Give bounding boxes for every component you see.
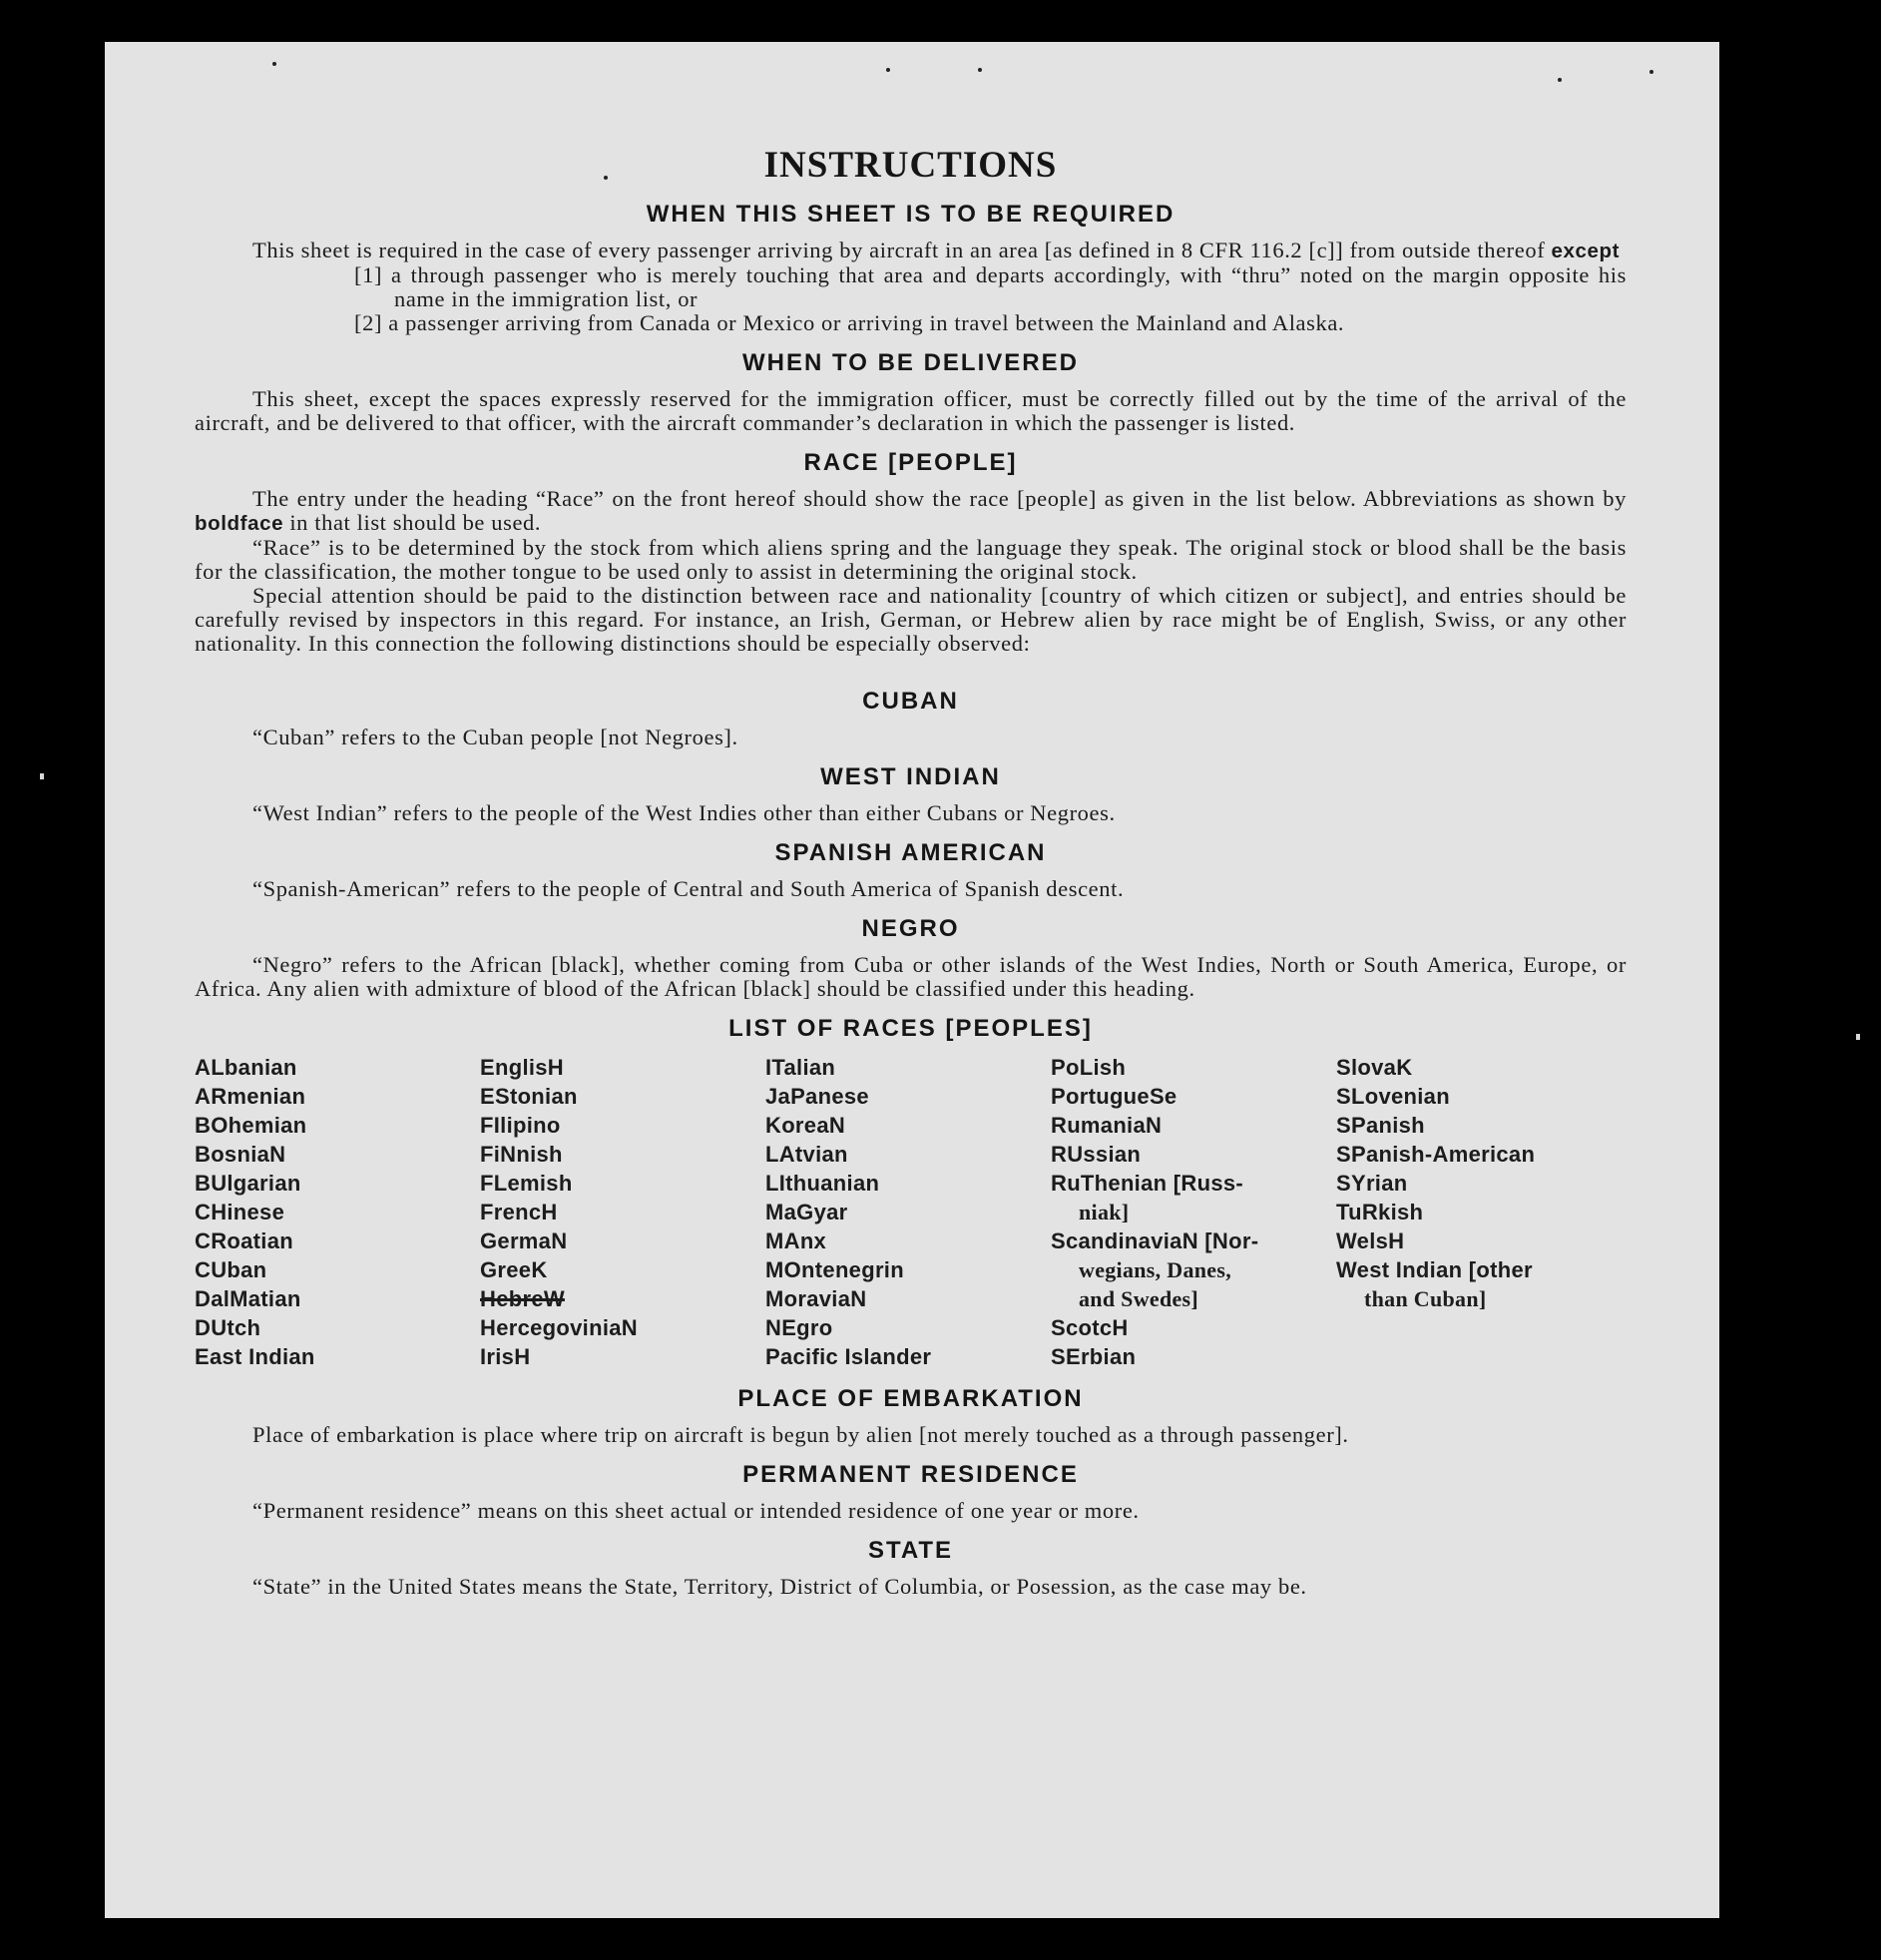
scan-speck [978, 68, 982, 72]
scan-speck [1558, 78, 1562, 82]
race-entry: FLemish [480, 1171, 573, 1196]
race-entry: HercegoviniaN [480, 1315, 638, 1340]
race-paragraph-2: “Race” is to be determined by the stock from which aliens spring and the language they speak. The original stock or blood shall be the basis for the classification, the mother tongue to be used only to assist in determining the original stock. [195, 535, 1627, 584]
race-p1-boldface: boldface [195, 512, 284, 535]
race-entry: DUtch [195, 1315, 261, 1340]
race-entry: RuThenian [Russ- [1051, 1171, 1244, 1196]
race-entry: CUban [195, 1257, 267, 1282]
race-entry: SErbian [1051, 1344, 1137, 1369]
race-entry: ScandinaviaN [Nor- [1051, 1228, 1259, 1253]
race-entry: SLovenian [1336, 1084, 1450, 1109]
race-entry: East Indian [195, 1344, 315, 1369]
race-entry: CRoatian [195, 1228, 293, 1253]
instructions-content [195, 144, 1627, 1599]
section-heading-list-of-races: LIST OF RACES [PEOPLES] [728, 1015, 1093, 1042]
document-sheet [105, 42, 1719, 1918]
section-heading-state: STATE [867, 1537, 954, 1564]
race-entry: PoLish [1051, 1055, 1127, 1080]
race-entry: ARmenian [195, 1084, 306, 1109]
races-list [195, 1053, 1627, 1371]
race-entry: LIthuanian [765, 1171, 880, 1196]
race-entry: TuRkish [1336, 1200, 1424, 1225]
race-entry: BOhemian [195, 1113, 307, 1138]
race-entry: SPanish-American [1336, 1142, 1536, 1167]
state-text: “State” in the United States means the State, Territory, District of Columbia, or Posession, as the case may be. [252, 1574, 1307, 1599]
west-indian-text: “West Indian” refers to the people of the West Indies other than either Cubans or Negroes. [252, 800, 1116, 825]
race-entry: GermaN [480, 1228, 568, 1253]
races-column-1 [195, 1053, 480, 1371]
section-heading-race: RACE [PEOPLE] [803, 449, 1018, 476]
race-entry-continuation: wegians, Danes, [1079, 1257, 1232, 1282]
required-clause-2: [2] a passenger arriving from Canada or Mexico or arriving in travel between the Mainland and Alaska. [354, 310, 1345, 335]
race-entry: ScotcH [1051, 1315, 1129, 1340]
race-entry: KoreaN [765, 1113, 846, 1138]
race-entry: CHinese [195, 1200, 285, 1225]
section-heading-required: WHEN THIS SHEET IS TO BE REQUIRED [646, 201, 1176, 228]
race-entry: JaPanese [765, 1084, 869, 1109]
cuban-text: “Cuban” refers to the Cuban people [not Negroes]. [252, 725, 738, 749]
race-entry: NEgro [765, 1315, 833, 1340]
spacer [195, 656, 1627, 674]
race-entry: IrisH [480, 1344, 531, 1369]
races-column-5 [1336, 1053, 1627, 1371]
scan-artifact [1856, 1034, 1860, 1040]
race-paragraph-3: Special attention should be paid to the distinction between race and nationality [country of which citizen or subject], and entries should be carefully revised by inspectors in this regard. For instance, an Irish, German, or Hebrew alien by race might be of English, Swiss, or any other nationality. In this connection the following distinctions should be especially observed: [195, 583, 1627, 656]
section-heading-spanish-american: SPANISH AMERICAN [774, 839, 1047, 866]
section-heading-negro: NEGRO [861, 915, 960, 942]
race-entry: RUssian [1051, 1142, 1142, 1167]
race-entry: BosniaN [195, 1142, 286, 1167]
race-entry: SPanish [1336, 1113, 1425, 1138]
scan-artifact [40, 773, 44, 779]
required-intro-text: This sheet is required in the case of every passenger arriving by aircraft in an area [as defined in 8 CFR 116.2 [c]] from outside thereof [252, 238, 1546, 262]
race-entry: LAtvian [765, 1142, 848, 1167]
required-clause-1: [1] a through passenger who is merely touching that area and departs accordingly, with “thru” noted on the margin opposite his name in the immigration list, or [354, 262, 1627, 311]
scan-speck [1649, 70, 1653, 74]
race-entry: MAnx [765, 1228, 827, 1253]
race-entry: FiNnish [480, 1142, 563, 1167]
race-p1-after: in that list should be used. [289, 510, 542, 535]
race-entry: Pacific Islander [765, 1344, 932, 1369]
race-entry: PortugueSe [1051, 1084, 1177, 1109]
spanish-american-text: “Spanish-American” refers to the people of Central and South America of Spanish descent. [252, 876, 1125, 901]
race-entry: FIlipino [480, 1113, 561, 1138]
races-column-4 [1051, 1053, 1336, 1371]
race-entry-continuation: and Swedes] [1079, 1286, 1199, 1311]
required-intro [195, 239, 1627, 263]
race-entry-continuation: than Cuban] [1364, 1286, 1487, 1311]
races-column-3 [765, 1053, 1051, 1371]
delivered-text: This sheet, except the spaces expressly reserved for the immigration officer, must be correctly filled out by the time of the arrival of the aircraft, and be delivered to that officer, with the aircraft commander’s declaration in which the passenger is listed. [195, 386, 1627, 435]
race-entry-struck: HebreW [480, 1286, 565, 1311]
race-entry: DalMatian [195, 1286, 301, 1311]
race-entry: SYrian [1336, 1171, 1408, 1196]
race-entry: ITalian [765, 1055, 836, 1080]
residence-text: “Permanent residence” means on this sheet actual or intended residence of one year or more. [252, 1498, 1140, 1523]
scan-speck [886, 68, 890, 72]
section-heading-west-indian: WEST INDIAN [820, 763, 1001, 790]
races-column-2 [480, 1053, 765, 1371]
race-entry: WelsH [1336, 1228, 1405, 1253]
section-heading-residence: PERMANENT RESIDENCE [742, 1461, 1079, 1488]
race-entry: GreeK [480, 1257, 548, 1282]
section-heading-delivered: WHEN TO BE DELIVERED [742, 349, 1079, 376]
negro-text: “Negro” refers to the African [black], whether coming from Cuba or other islands of the West Indies, North or South America, Europe, or Africa. Any alien with admixture of blood of the African [black] should be classified under this heading. [195, 952, 1627, 1001]
race-entry: EStonian [480, 1084, 578, 1109]
race-entry: FrencH [480, 1200, 558, 1225]
race-entry: ALbanian [195, 1055, 297, 1080]
race-entry: RumaniaN [1051, 1113, 1163, 1138]
race-entry: MOntenegrin [765, 1257, 904, 1282]
page-title: INSTRUCTIONS [763, 145, 1058, 186]
required-except: except [1551, 240, 1621, 262]
embarkation-text: Place of embarkation is place where trip on aircraft is begun by alien [not merely touched as a through passenger]. [252, 1422, 1349, 1447]
race-entry: MoraviaN [765, 1286, 867, 1311]
race-entry-continuation: niak] [1079, 1200, 1130, 1225]
section-heading-embarkation: PLACE OF EMBARKATION [737, 1385, 1084, 1412]
race-entry: SlovaK [1336, 1055, 1413, 1080]
race-entry: MaGyar [765, 1200, 848, 1225]
scan-speck [272, 62, 276, 66]
race-p1-before: The entry under the heading “Race” on the front hereof should show the race [people] as given in the list below. Abbreviations as shown by [252, 486, 1627, 511]
section-heading-cuban: CUBAN [862, 688, 959, 715]
race-entry: EnglisH [480, 1055, 564, 1080]
race-entry: BUlgarian [195, 1171, 301, 1196]
race-paragraph-1 [195, 487, 1627, 536]
race-entry: West Indian [other [1336, 1257, 1533, 1282]
